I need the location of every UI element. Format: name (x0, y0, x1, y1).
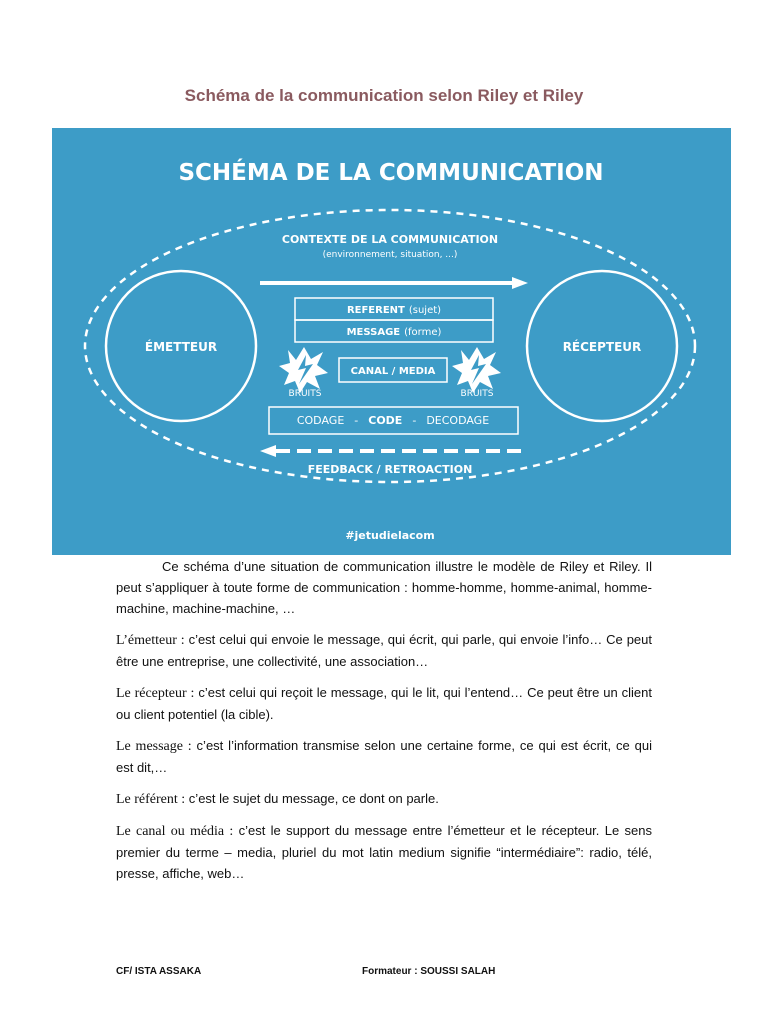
emitter-label: ÉMETTEUR (144, 340, 218, 354)
code-dash-1: - (354, 414, 359, 427)
definition-term: L’émetteur : (116, 633, 185, 648)
code-center-label: CODE (368, 414, 403, 427)
definition-receiver (116, 682, 652, 725)
context-label: CONTEXTE DE LA COMMUNICATION (281, 233, 499, 246)
context-subtitle: (environnement, situation, ...) (322, 250, 458, 260)
code-dash-2: - (412, 414, 417, 427)
definition-text: c’est le sujet du message, ce dont on parle. (185, 791, 439, 806)
definition-referent (116, 788, 652, 810)
message-note: (forme) (404, 327, 442, 338)
communication-diagram (52, 128, 731, 555)
definition-term: Le message : (116, 739, 192, 754)
definition-text: c’est le support du message entre l’émetteur et le récepteur. Le sens premier du terme – media, pluriel du mot latin medium signifie “intermédiaire”: radio, télé, presse, affiche, web… (116, 823, 652, 881)
decoding-label: DECODAGE (426, 414, 490, 427)
definition-term: Le récepteur : (116, 686, 195, 701)
definition-emitter (116, 629, 652, 672)
diagram-heading: SCHÉMA DE LA COMMUNICATION (178, 160, 604, 186)
footer-left: CF/ ISTA ASSAKA (116, 966, 202, 977)
definition-term: Le référent : (116, 792, 186, 807)
definition-message (116, 735, 652, 778)
definition-term: Le canal ou média : (116, 824, 234, 839)
referent-bold: REFERENT (346, 305, 405, 316)
intro-text: Ce schéma d’une situation de communication illustre le modèle de Riley et Riley. Il peut s’appliquer à toute forme de communication : homme-homme, homme-animal, homme-machine, machine-machine, … (116, 559, 652, 616)
referent-label (347, 305, 441, 316)
hashtag: #jetudielacom (345, 529, 435, 542)
diagram-svg (52, 128, 731, 555)
definition-channel (116, 820, 652, 884)
channel-label: CANAL / MEDIA (350, 366, 436, 377)
page-title: Schéma de la communication selon Riley et Riley (184, 86, 584, 105)
definition-text: c’est celui qui reçoit le message, qui le lit, qui l’entend… Ce peut être un client ou client potentiel (la cible). (116, 685, 652, 722)
noise-right-label: BRUITS (460, 389, 494, 399)
footer-right: Formateur : SOUSSI SALAH (362, 966, 496, 977)
definition-text: c’est celui qui envoie le message, qui écrit, qui parle, qui envoie l’info… Ce peut être une entreprise, une collectivité, une association… (116, 632, 652, 669)
receiver-label: RÉCEPTEUR (562, 340, 642, 354)
coding-label: CODAGE (296, 414, 345, 427)
referent-note: (sujet) (408, 305, 442, 316)
intro-paragraph (116, 556, 652, 619)
noise-left-label: BRUITS (288, 389, 322, 399)
message-label (347, 327, 442, 338)
message-bold: MESSAGE (346, 327, 401, 338)
definition-text: c’est l’information transmise selon une certaine forme, ce qui est écrit, ce qui est dit,… (116, 738, 652, 775)
code-label (297, 414, 489, 427)
feedback-label: FEEDBACK / RETROACTION (307, 463, 473, 476)
